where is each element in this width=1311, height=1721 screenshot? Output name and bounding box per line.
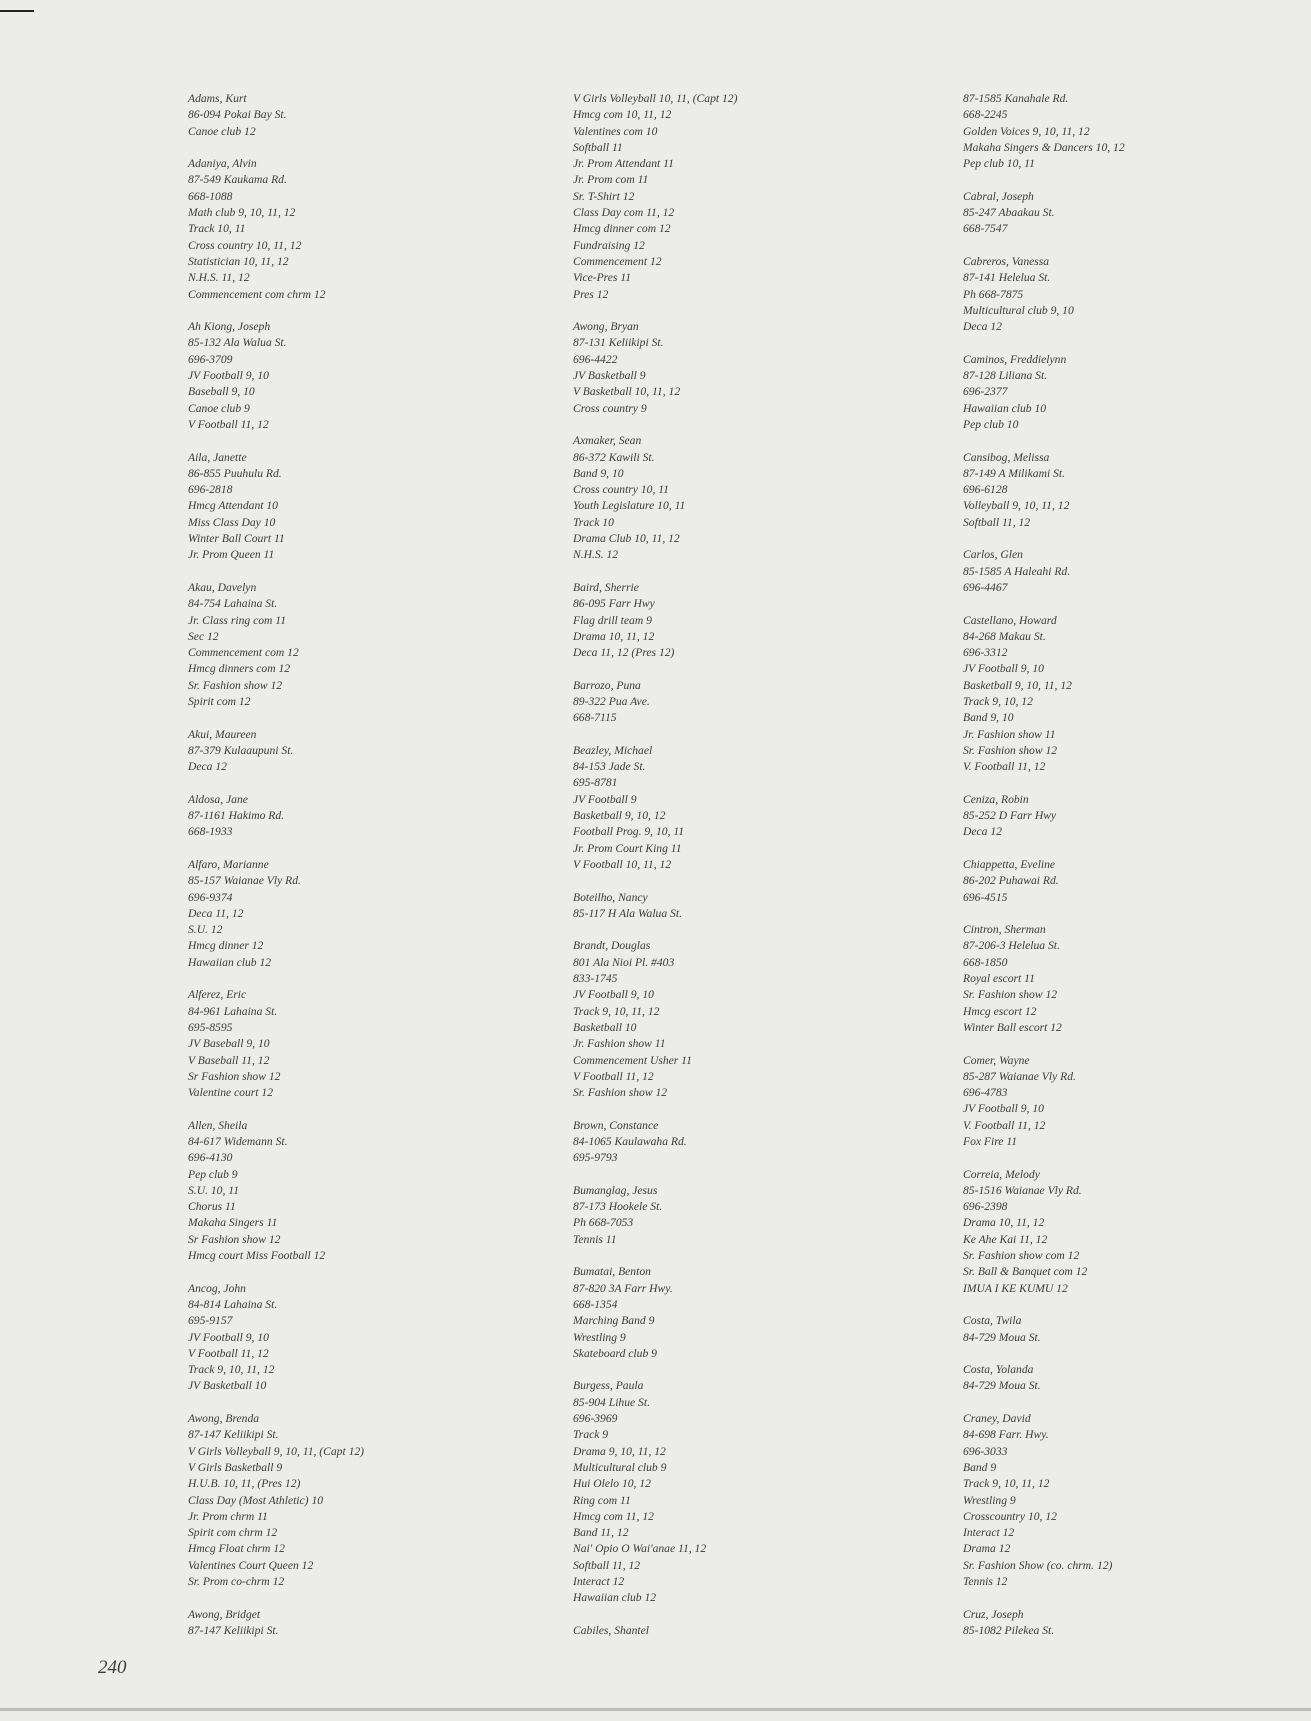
entry-line: 87-206-3 Helelua St. xyxy=(963,939,1060,953)
entry-line: Jr. Fashion show 11 xyxy=(573,1037,666,1051)
entry-line: Commencement com 12 xyxy=(188,646,299,660)
entry-line: 89-322 Pua Ave. xyxy=(573,694,650,708)
entry-line: Drama 12 xyxy=(963,1542,1011,1556)
entry-line: 668-1850 xyxy=(963,955,1008,969)
entry-line: Hmcg court Miss Football 12 xyxy=(188,1249,326,1263)
entry-line: Jr. Fashion show 11 xyxy=(963,727,1056,741)
entry-line: 695-9793 xyxy=(573,1151,618,1165)
entry-line: Hmcg Attendant 10 xyxy=(188,499,278,513)
entry-line: Crosscountry 10, 12 xyxy=(963,1509,1057,1523)
entry-line-first: Ceniza, Robin xyxy=(963,792,1029,806)
entry-line: Youth Legislature 10, 11 xyxy=(573,499,686,513)
entry-line: Multicultural club 9 xyxy=(573,1460,667,1474)
entry-line: Tennis 12 xyxy=(963,1575,1008,1589)
directory-entry xyxy=(963,922,1125,1036)
directory-entry xyxy=(573,319,737,417)
entry-line: Deca 12 xyxy=(963,825,1002,839)
entry-line-first: Castellano, Howard xyxy=(963,613,1057,627)
directory-entry xyxy=(573,1183,737,1248)
entry-line: 696-3709 xyxy=(188,352,233,366)
entry-line: Sr. Fashion show 12 xyxy=(188,678,283,692)
entry-line: Band 9, 10 xyxy=(963,711,1014,725)
directory-entry xyxy=(573,1623,737,1639)
entry-line: Commencement 12 xyxy=(573,254,662,268)
entry-line-first: Cabral, Joseph xyxy=(963,189,1034,203)
directory-entry xyxy=(963,613,1125,776)
entry-line: Math club 9, 10, 11, 12 xyxy=(188,206,296,220)
directory-entry xyxy=(963,792,1125,841)
entry-line-first: Akui, Maureen xyxy=(188,727,257,741)
entry-line: 84-814 Lahaina St. xyxy=(188,1297,278,1311)
entry-line: Sr Fashion show 12 xyxy=(188,1069,281,1083)
entry-line: 85-1585 A Haleahi Rd. xyxy=(963,564,1071,578)
directory-entry xyxy=(963,1053,1125,1151)
directory-entry xyxy=(573,580,737,661)
entry-line: 86-372 Kawili St. xyxy=(573,450,655,464)
entry-line: 696-3033 xyxy=(963,1444,1008,1458)
entry-line: Chorus 11 xyxy=(188,1200,236,1214)
entry-line: Flag drill team 9 xyxy=(573,613,652,627)
entry-line: Hmcg com 10, 11, 12 xyxy=(573,108,672,122)
entry-line: Jr. Class ring com 11 xyxy=(188,613,287,627)
directory-entry xyxy=(963,91,1125,172)
entry-line: Pep club 9 xyxy=(188,1167,238,1181)
entry-line: 84-729 Moua St. xyxy=(963,1379,1041,1393)
entry-line: V. Football 11, 12 xyxy=(963,760,1046,774)
entry-line: Cross country 10, 11 xyxy=(573,483,669,497)
entry-line: Hmcg Float chrm 12 xyxy=(188,1542,285,1556)
entry-line: V Football 11, 12 xyxy=(573,1069,654,1083)
entry-line: JV Football 9, 10 xyxy=(573,988,654,1002)
entry-line: Softball 11, 12 xyxy=(573,1558,641,1572)
entry-line: 668-1088 xyxy=(188,189,233,203)
entry-line: Spirit com chrm 12 xyxy=(188,1526,278,1540)
entry-line: 668-2245 xyxy=(963,108,1008,122)
entry-line: Track 9 xyxy=(573,1428,609,1442)
entry-line: 87-141 Helelua St. xyxy=(963,271,1051,285)
entry-line-first: Comer, Wayne xyxy=(963,1053,1030,1067)
directory-entry xyxy=(573,743,737,873)
entry-line-first: Ancog, John xyxy=(188,1281,246,1295)
directory-entry xyxy=(188,1118,364,1265)
entry-line: Deca 12 xyxy=(963,320,1002,334)
entry-line-first: Cruz, Joseph xyxy=(963,1607,1024,1621)
entry-line: 696-6128 xyxy=(963,483,1008,497)
entry-line: Basketball 10 xyxy=(573,1020,637,1034)
entry-line: 696-2818 xyxy=(188,483,233,497)
entry-line: Drama 9, 10, 11, 12 xyxy=(573,1444,666,1458)
entry-line: 801 Ala Nioi Pl. #403 xyxy=(573,955,675,969)
entry-line: Pep club 10, 11 xyxy=(963,157,1035,171)
directory-entry xyxy=(188,857,364,971)
entry-line: Sr. Fashion show com 12 xyxy=(963,1249,1080,1263)
entry-line: V Football 11, 12 xyxy=(188,1346,269,1360)
entry-line: 87-131 Keliikipi St. xyxy=(573,336,664,350)
entry-line: 87-1161 Hakimo Rd. xyxy=(188,809,285,823)
entry-line: V Football 11, 12 xyxy=(188,417,269,431)
entry-line-first: Caminos, Freddielynn xyxy=(963,352,1067,366)
entry-line: 85-287 Waianae Vly Rd. xyxy=(963,1069,1076,1083)
directory-column-3 xyxy=(963,91,1125,1656)
entry-line: Track 10 xyxy=(573,515,614,529)
entry-line: Sr. Fashion Show (co. chrm. 12) xyxy=(963,1558,1113,1572)
entry-line: Commencement com chrm 12 xyxy=(188,287,326,301)
entry-line: JV Football 9, 10 xyxy=(963,1102,1044,1116)
entry-line: Football Prog. 9, 10, 11 xyxy=(573,825,685,839)
entry-line-first: Burgess, Paula xyxy=(573,1379,644,1393)
entry-line-first: Costa, Twila xyxy=(963,1314,1022,1328)
entry-line: Sr. Fashion show 12 xyxy=(963,743,1058,757)
entry-line: Sr Fashion show 12 xyxy=(188,1232,281,1246)
entry-line: Makaha Singers & Dancers 10, 12 xyxy=(963,140,1125,154)
entry-line: 84-153 Jade St. xyxy=(573,760,646,774)
entry-line: JV Basketball 9 xyxy=(573,369,646,383)
entry-line: JV Baseball 9, 10 xyxy=(188,1037,270,1051)
directory-entry xyxy=(963,1167,1125,1297)
directory-entry xyxy=(188,580,364,710)
entry-line: Band 9 xyxy=(963,1460,997,1474)
entry-line-first: Awong, Bryan xyxy=(573,320,639,334)
entry-line: Canoe club 12 xyxy=(188,124,256,138)
entry-line: 696-9374 xyxy=(188,890,233,904)
entry-line: Deca 11, 12 (Pres 12) xyxy=(573,646,675,660)
entry-line: V. Football 11, 12 xyxy=(963,1118,1046,1132)
entry-line: Wrestling 9 xyxy=(573,1330,626,1344)
entry-line: 87-149 A Milikami St. xyxy=(963,466,1065,480)
directory-entry xyxy=(963,450,1125,531)
entry-line: Track 10, 11 xyxy=(188,222,246,236)
entry-line-first: Cansibog, Melissa xyxy=(963,450,1050,464)
entry-line: Track 9, 10, 11, 12 xyxy=(573,1004,660,1018)
entry-line: 85-132 Ala Walua St. xyxy=(188,336,287,350)
entry-line: Jr. Prom Court King 11 xyxy=(573,841,682,855)
entry-line: Spirit com 12 xyxy=(188,694,251,708)
entry-line: 696-4467 xyxy=(963,580,1008,594)
entry-line: Band 9, 10 xyxy=(573,466,624,480)
entry-line: Royal escort 11 xyxy=(963,972,1035,986)
entry-line: Commencement Usher 11 xyxy=(573,1053,692,1067)
entry-line: S.U. 10, 11 xyxy=(188,1183,239,1197)
entry-line: Golden Voices 9, 10, 11, 12 xyxy=(963,124,1090,138)
entry-line-first: Bumanglag, Jesus xyxy=(573,1183,658,1197)
entry-line: Jr. Prom com 11 xyxy=(573,173,649,187)
directory-entry xyxy=(963,189,1125,238)
directory-entry xyxy=(963,547,1125,596)
entry-line: V Football 10, 11, 12 xyxy=(573,857,672,871)
entry-line: 696-4783 xyxy=(963,1086,1008,1100)
entry-line: Interact 12 xyxy=(963,1526,1015,1540)
entry-line-first: Bumatai, Benton xyxy=(573,1265,651,1279)
entry-line: 87-147 Keliikipi St. xyxy=(188,1623,279,1637)
entry-line: Hmcg com 11, 12 xyxy=(573,1509,654,1523)
directory-entry xyxy=(188,450,364,564)
directory-entry xyxy=(188,91,364,140)
entry-line: 87-128 Liliana St. xyxy=(963,369,1048,383)
entry-line: 696-3312 xyxy=(963,646,1008,660)
entry-line: Hmcg dinner 12 xyxy=(188,939,264,953)
entry-line: Deca 11, 12 xyxy=(188,906,244,920)
entry-line: Class Day (Most Athletic) 10 xyxy=(188,1493,324,1507)
entry-line-first: Cabreros, Vanessa xyxy=(963,254,1050,268)
entry-line: Softball 11 xyxy=(573,140,623,154)
entry-line: Drama 10, 11, 12 xyxy=(573,629,655,643)
entry-line: Hawaiian club 12 xyxy=(573,1591,657,1605)
entry-line-first: Awong, Bridget xyxy=(188,1607,261,1621)
entry-line: V Girls Basketball 9 xyxy=(188,1460,283,1474)
directory-entry xyxy=(188,1607,364,1640)
entry-line: 696-2377 xyxy=(963,385,1008,399)
entry-line: Drama Club 10, 11, 12 xyxy=(573,532,680,546)
entry-line-first: Aila, Janette xyxy=(188,450,247,464)
entry-line: 84-268 Makau St. xyxy=(963,629,1046,643)
directory-entry xyxy=(573,1118,737,1167)
directory-entry xyxy=(963,254,1125,335)
entry-line-first: Cintron, Sherman xyxy=(963,923,1046,937)
directory-entry xyxy=(573,1378,737,1606)
entry-line: 87-173 Hookele St. xyxy=(573,1200,663,1214)
entry-line: Hmcg dinners com 12 xyxy=(188,662,291,676)
entry-line: Nai' Opio O Wai'anae 11, 12 xyxy=(573,1542,707,1556)
entry-line: 668-1354 xyxy=(573,1297,618,1311)
entry-line: 87-147 Keliikipi St. xyxy=(188,1428,279,1442)
entry-line: Hmcg dinner com 12 xyxy=(573,222,671,236)
entry-line: Cross country 10, 11, 12 xyxy=(188,238,302,252)
entry-line: N.H.S. 11, 12 xyxy=(188,271,250,285)
entry-line: Ring com 11 xyxy=(573,1493,631,1507)
directory-entry xyxy=(188,987,364,1101)
entry-line: Track 9, 10, 11, 12 xyxy=(188,1363,275,1377)
directory-entry xyxy=(963,857,1125,906)
entry-line: 695-8595 xyxy=(188,1020,233,1034)
entry-line: Marching Band 9 xyxy=(573,1314,655,1328)
entry-line: 695-9157 xyxy=(188,1314,233,1328)
entry-line: V Girls Volleyball 9, 10, 11, (Capt 12) xyxy=(188,1444,365,1458)
entry-line: JV Football 9, 10 xyxy=(188,369,269,383)
entry-line: JV Football 9 xyxy=(573,792,637,806)
entry-line: 84-754 Lahaina St. xyxy=(188,597,278,611)
directory-entry xyxy=(188,319,364,433)
entry-line: Canoe club 9 xyxy=(188,401,250,415)
entry-line: 668-1933 xyxy=(188,825,233,839)
entry-line: Ph 668-7053 xyxy=(573,1216,634,1230)
entry-line: 84-698 Farr. Hwy. xyxy=(963,1428,1049,1442)
entry-line: Deca 12 xyxy=(188,760,227,774)
entry-line: Fox Fire 11 xyxy=(963,1135,1018,1148)
entry-line: 695-8781 xyxy=(573,776,618,790)
entry-line: Track 9, 10, 11, 12 xyxy=(963,1477,1050,1491)
entry-line: 86-094 Pokai Bay St. xyxy=(188,108,287,122)
directory-entry xyxy=(573,91,737,303)
entry-line-first: Alferez, Eric xyxy=(188,988,247,1002)
directory-entry xyxy=(188,1281,364,1395)
entry-line: N.H.S. 12 xyxy=(573,548,619,562)
entry-line: Winter Ball Court 11 xyxy=(188,532,285,546)
entry-line: 84-617 Widemann St. xyxy=(188,1135,288,1148)
entry-line-first: Brown, Constance xyxy=(573,1118,659,1132)
entry-line: Class Day com 11, 12 xyxy=(573,206,675,220)
entry-line: 668-7547 xyxy=(963,222,1008,236)
entry-line: Baseball 9, 10 xyxy=(188,385,255,399)
entry-line: V Basketball 10, 11, 12 xyxy=(573,385,681,399)
entry-line: Sr. Prom co-chrm 12 xyxy=(188,1575,285,1589)
entry-line: 85-1516 Waianae Vly Rd. xyxy=(963,1183,1082,1197)
entry-line-first: Carlos, Glen xyxy=(963,548,1023,562)
directory-entry xyxy=(963,1411,1125,1590)
entry-line-first: Aldosa, Jane xyxy=(188,792,248,806)
entry-line-first: 87-1585 Kanahale Rd. xyxy=(963,92,1069,105)
entry-line: S.U. 12 xyxy=(188,923,223,937)
entry-line-first: Ah Kiong, Joseph xyxy=(188,320,271,334)
entry-line-first: Alfaro, Marianne xyxy=(188,857,269,871)
entry-line: Ph 668-7875 xyxy=(963,287,1024,301)
entry-line: 668-7115 xyxy=(573,711,617,725)
entry-line: Pres 12 xyxy=(573,287,609,301)
entry-line: Band 11, 12 xyxy=(573,1526,629,1540)
entry-line: 85-1082 Pilekea St. xyxy=(963,1623,1055,1637)
entry-line: 833-1745 xyxy=(573,972,618,986)
entry-line: Hui Olelo 10, 12 xyxy=(573,1477,651,1491)
entry-line-first: Baird, Sherrie xyxy=(573,580,639,594)
entry-line: 84-1065 Kaulawaha Rd. xyxy=(573,1135,687,1148)
directory-entry xyxy=(188,792,364,841)
entry-line-first: Costa, Yolanda xyxy=(963,1363,1034,1377)
entry-line-first: Allen, Sheila xyxy=(188,1118,248,1132)
directory-entry xyxy=(573,678,737,727)
directory-entry xyxy=(188,727,364,776)
entry-line: Hawaiian club 10 xyxy=(963,401,1047,415)
directory-entry xyxy=(963,352,1125,433)
entry-line: Sec 12 xyxy=(188,629,219,643)
entry-line: Skateboard club 9 xyxy=(573,1346,657,1360)
entry-line-first: Cabiles, Shantel xyxy=(573,1623,649,1637)
entry-line: Track 9, 10, 12 xyxy=(963,694,1033,708)
entry-line-first: Barrozo, Puna xyxy=(573,678,641,692)
entry-line: Sr. Fashion show 12 xyxy=(963,988,1058,1002)
entry-line: 696-4515 xyxy=(963,890,1008,904)
entry-line: 85-252 D Farr Hwy xyxy=(963,809,1057,823)
entry-line: Sr. Fashion show 12 xyxy=(573,1086,668,1100)
entry-line: Vice-Pres 11 xyxy=(573,271,632,285)
entry-line-first: Correia, Melody xyxy=(963,1167,1040,1181)
entry-line: Jr. Prom chrm 11 xyxy=(188,1509,268,1523)
entry-line-first: Brandt, Douglas xyxy=(573,939,651,953)
entry-line: Interact 12 xyxy=(573,1575,625,1589)
entry-line-first: Axmaker, Sean xyxy=(573,434,642,448)
top-edge-rule xyxy=(0,10,34,12)
entry-line: Sr. Ball & Banquet com 12 xyxy=(963,1265,1088,1279)
entry-line-first: Awong, Brenda xyxy=(188,1412,260,1426)
directory-entry xyxy=(573,890,737,923)
entry-line-first: Adaniya, Alvin xyxy=(188,157,257,171)
directory-entry xyxy=(963,1607,1125,1640)
entry-line: Valentines com 10 xyxy=(573,124,658,138)
entry-line: 84-961 Lahaina St. xyxy=(188,1004,278,1018)
entry-line: 85-117 H Ala Walua St. xyxy=(573,906,682,920)
entry-line: Volleyball 9, 10, 11, 12 xyxy=(963,499,1070,513)
entry-line: Ke Ahe Kai 11, 12 xyxy=(963,1232,1048,1246)
entry-line: Softball 11, 12 xyxy=(963,515,1031,529)
entry-line-first: Beazley, Michael xyxy=(573,743,653,757)
entry-line: 87-820 3A Farr Hwy. xyxy=(573,1281,673,1295)
entry-line: 87-549 Kaukama Rd. xyxy=(188,173,287,187)
entry-line-first: Akau, Davelyn xyxy=(188,580,257,594)
entry-line: JV Football 9, 10 xyxy=(188,1330,269,1344)
entry-line: 696-4130 xyxy=(188,1151,233,1165)
directory-entry xyxy=(573,433,737,563)
entry-line: Statistician 10, 11, 12 xyxy=(188,254,289,268)
entry-line: Valentine court 12 xyxy=(188,1086,274,1100)
entry-line: Multicultural club 9, 10 xyxy=(963,303,1074,317)
entry-line: 86-095 Farr Hwy xyxy=(573,597,655,611)
entry-line: Basketball 9, 10, 12 xyxy=(573,809,666,823)
entry-line: 85-247 Abaakau St. xyxy=(963,206,1055,220)
entry-line: Tennis 11 xyxy=(573,1232,617,1246)
entry-line: Basketball 9, 10, 11, 12 xyxy=(963,678,1072,692)
page-number: 240 xyxy=(98,1657,127,1678)
directory-entry xyxy=(963,1362,1125,1395)
entry-line-first: Chiappetta, Eveline xyxy=(963,857,1056,871)
entry-line: Winter Ball escort 12 xyxy=(963,1020,1062,1034)
entry-line: JV Basketball 10 xyxy=(188,1379,267,1393)
entry-line-first: V Girls Volleyball 10, 11, (Capt 12) xyxy=(573,92,738,105)
entry-line: Makaha Singers 11 xyxy=(188,1216,278,1230)
entry-line: Pep club 10 xyxy=(963,417,1019,431)
entry-line: Sr. T-Shirt 12 xyxy=(573,189,635,203)
entry-line-first: Craney, David xyxy=(963,1412,1031,1426)
entry-line: V Baseball 11, 12 xyxy=(188,1053,270,1067)
entry-line: 85-904 Lihue St. xyxy=(573,1395,650,1409)
entry-line: Cross country 9 xyxy=(573,401,647,415)
directory-entry xyxy=(188,1411,364,1590)
entry-line: Jr. Prom Queen 11 xyxy=(188,548,275,562)
entry-line: Miss Class Day 10 xyxy=(188,515,276,529)
entry-line: JV Football 9, 10 xyxy=(963,662,1044,676)
entry-line: 86-202 Puhawai Rd. xyxy=(963,874,1059,888)
entry-line: Hmcg escort 12 xyxy=(963,1004,1037,1018)
entry-line: Jr. Prom Attendant 11 xyxy=(573,157,674,171)
entry-line: Wrestling 9 xyxy=(963,1493,1016,1507)
entry-line: 86-855 Puuhulu Rd. xyxy=(188,466,282,480)
entry-line: 696-4422 xyxy=(573,352,618,366)
entry-line-first: Adams, Kurt xyxy=(188,92,247,105)
entry-line: 85-157 Waianae Vly Rd. xyxy=(188,874,301,888)
directory-column-2 xyxy=(573,91,737,1656)
entry-line: 696-3969 xyxy=(573,1412,618,1426)
entry-line: 87-379 Kulaaupuni St. xyxy=(188,743,294,757)
entry-line: Hawaiian club 12 xyxy=(188,955,272,969)
entry-line: Valentines Court Queen 12 xyxy=(188,1558,314,1572)
directory-column-1 xyxy=(188,91,364,1656)
directory-entry xyxy=(573,1264,737,1362)
entry-line: Drama 10, 11, 12 xyxy=(963,1216,1045,1230)
entry-line-first: Boteilho, Nancy xyxy=(573,890,648,904)
entry-line: IMUA I KE KUMU 12 xyxy=(963,1281,1068,1295)
entry-line: H.U.B. 10, 11, (Pres 12) xyxy=(188,1477,301,1491)
bottom-edge-rule xyxy=(0,1708,1311,1711)
directory-entry xyxy=(188,156,364,303)
entry-line: 696-2398 xyxy=(963,1200,1008,1214)
directory-entry xyxy=(963,1313,1125,1346)
entry-line: Fundraising 12 xyxy=(573,238,645,252)
entry-line: 84-729 Moua St. xyxy=(963,1330,1041,1344)
directory-entry xyxy=(573,938,737,1101)
